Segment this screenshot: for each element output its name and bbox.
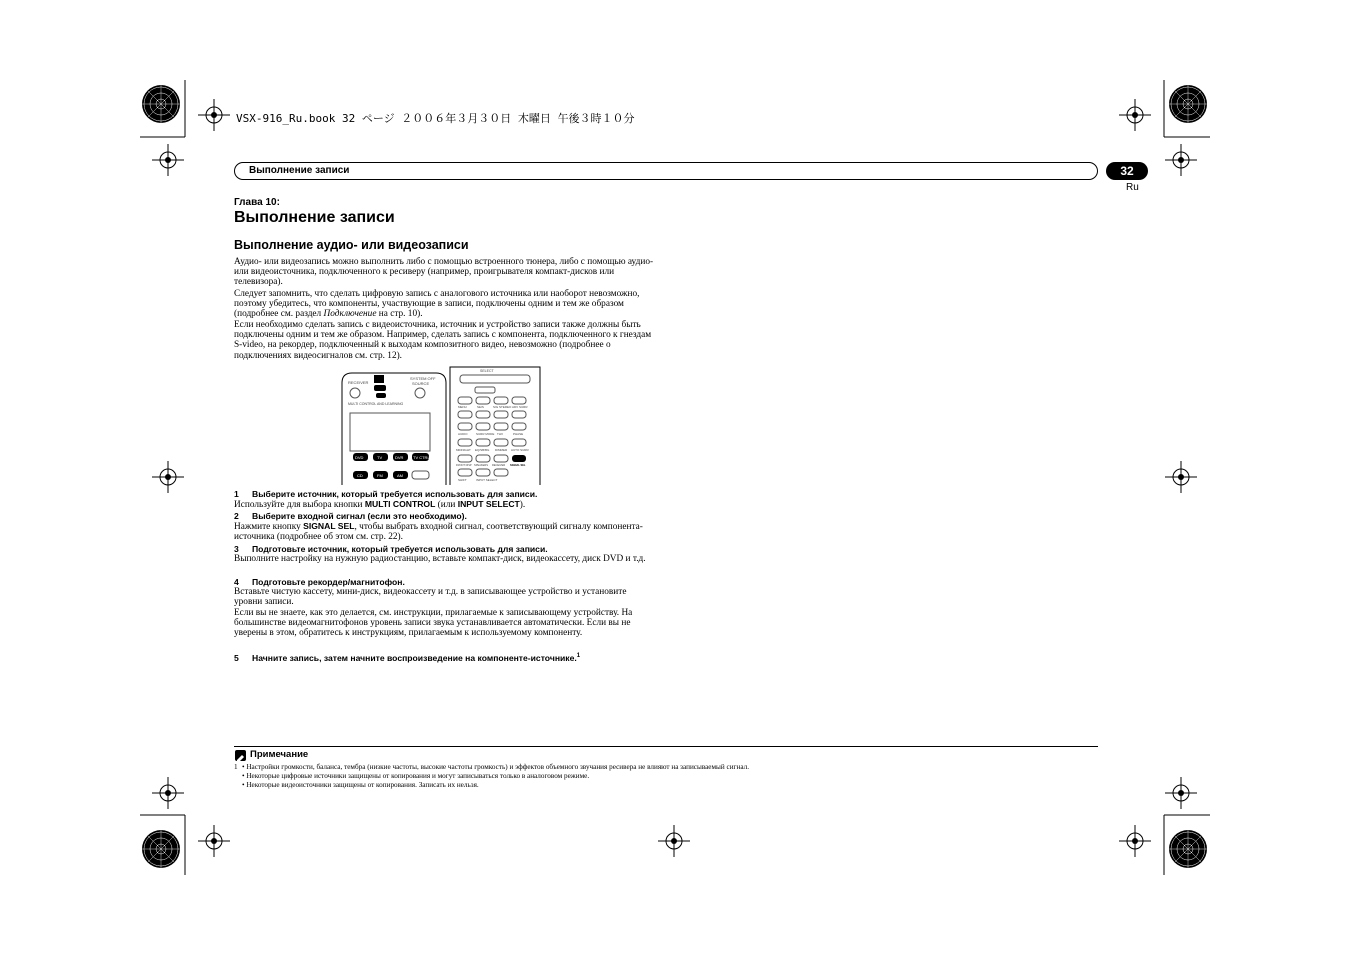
remote-button-tv-label: TV <box>377 455 383 460</box>
step-1-keyword-2: INPUT SELECT <box>457 499 520 509</box>
step-4-text-2: Если вы не знаете, как это делается, см. инструкции, прилагаемые к записывающему устройству. На большинстве видеомагнитофонов уровень записи звука устанавливается автоматически. Если вы не уверены в этом, обратитесь к инструкциям, прилагаемым к используемому компоненту. <box>234 608 633 639</box>
remote-row3-label-3: DIMMER <box>495 448 508 452</box>
step-1-text-b: (или <box>435 500 458 510</box>
step-1-text-a: Используйте для выбора кнопки <box>234 500 365 510</box>
step-3-number: 3 <box>234 544 239 554</box>
page-header-title: Выполнение записи <box>249 165 350 176</box>
remote-receiver-label: RECEIVER <box>348 380 369 385</box>
step-3-text: Выполните настройку на нужную радиостанцию, вставьте компакт-диск, видеокассету, диск DVD и т.д. <box>234 554 646 564</box>
paragraph-3: Если необходимо сделать запись с видеоисточника, источник и устройство записи также должны быть подключены одним и тем же образом. Например, сделать запись с компонента, подключенного к гнездам S-video, на рекордер, подключенный к выходам композитного видео, невозможно (подробнее о подключениях видеосигналов см. стр. 12). <box>234 320 652 361</box>
remote-row1-label-1: MENU <box>458 405 467 409</box>
note-number: 1 <box>234 763 238 771</box>
step-3-heading <box>234 544 548 554</box>
remote-multi-control-label: MULTI CONTROL AND LEARNING <box>348 402 404 406</box>
remote-button-tvctrl-label: TV CTRL <box>413 455 430 460</box>
footnote-ref: 1 <box>576 653 581 660</box>
section-title: Выполнение аудио- или видеозаписи <box>234 238 469 252</box>
step-2-title: Выберите входной сигнал (если это необходимо). <box>252 511 467 521</box>
step-4-title: Подготовьте рекордер/магнитофон. <box>252 577 405 587</box>
note-line-1: • Настройки громкости, баланса, тембра (низкие частоты, высокие частоты громкость) и эффектов объемного звучания ресивера не влияют на записываемый сигнал. <box>242 763 749 771</box>
paragraph-2-text-a: Следует запомнить, что сделать цифровую запись с аналогового источника или наоборот невозможно, поэтому убедитесь, что компоненты, участвующие в записи, подключены одним и тем же образом (подробнее см. раздел <box>234 289 640 320</box>
remote-row3-label-2: EQ/SB/BG <box>475 448 490 452</box>
remote-row2-label-4: PHASE <box>513 432 524 436</box>
step-5-number: 5 <box>234 653 239 663</box>
remote-row3-label-1: MIDNIGHT <box>456 448 471 452</box>
note-icon <box>235 750 246 761</box>
step-1-text <box>234 499 654 510</box>
remote-row4-label-2: SPEAKERS <box>474 464 488 467</box>
page-language: Ru <box>1126 182 1139 193</box>
step-4-heading <box>234 577 405 587</box>
remote-row4-label-4: SIGNAL SEL <box>510 464 526 467</box>
paragraph-1: Аудио- или видеозапись можно выполнить либо с помощью встроенного тюнера, либо с помощью аудио- или видеоисточника, подключенного к ресиверу (например, проигрывателя компакт-дисков или телевизора). <box>234 257 654 288</box>
remote-row5-label-2: INPUT SELECT <box>476 478 498 482</box>
book-info-line: VSX-916_Ru.book 32 ページ ２００６年３月３０日 木曜日 午後３時１０分 <box>236 112 635 125</box>
remote-select-label: SELECT <box>480 369 494 373</box>
step-1-keyword-1: MULTI CONTROL <box>364 499 436 509</box>
remote-button-fm-label: FM <box>377 473 383 478</box>
remote-row4-label-1: FRONT DISP <box>456 464 472 467</box>
remote-button-dvr-label: DVR <box>395 455 404 460</box>
step-4-number: 4 <box>234 577 239 587</box>
note-divider <box>234 746 1098 747</box>
note-title: Примечание <box>250 749 309 760</box>
step-3-title: Подготовьте источник, который требуется использовать для записи. <box>252 544 548 554</box>
step-2-heading <box>234 511 467 521</box>
remote-row4-label-3: RECEIVER <box>492 464 506 467</box>
remote-button-cd-label: CD <box>357 473 363 478</box>
remote-row1-label-4: ADV SURR <box>512 405 528 409</box>
step-4-text-1: Вставьте чистую кассету, мини-диск, видеокассету и т.д. в записывающее устройство и установите уровни записи. <box>234 587 627 608</box>
remote-row2-label-1: AUDIO <box>458 432 468 436</box>
remote-row2-label-2: SURR MODE <box>476 432 495 436</box>
step-5-title: Начните запись, затем начните воспроизведение на компоненте-источнике. <box>252 653 577 663</box>
step-2-text-b: , чтобы выбрать входной сигнал, соответствующий сигналу компонента-источника (подробнее об этом см. стр. 22). <box>234 522 643 543</box>
chapter-label: Глава 10: <box>234 197 280 208</box>
step-2-keyword-1: SIGNAL SEL <box>303 521 355 531</box>
step-2-text-a: Нажмите кнопку <box>234 522 304 532</box>
remote-signal-sel-button <box>512 455 526 462</box>
step-1-text-c: ). <box>519 500 526 510</box>
paragraph-2 <box>234 289 654 320</box>
remote-row3-label-4: AUTO SURR <box>511 448 529 452</box>
step-2-text <box>234 521 654 542</box>
remote-button-dvd-label: DVD <box>355 455 364 460</box>
remote-illustration <box>340 365 545 485</box>
page-number-badge: 32 <box>1106 162 1148 180</box>
remote-row1-label-2: SEIS <box>477 405 484 409</box>
reference-link: Подключение <box>323 309 377 320</box>
remote-button-am-label: AM <box>397 473 403 478</box>
remote-system-off-label: SYSTEM OFF <box>410 376 436 381</box>
step-1-heading <box>234 489 537 499</box>
paragraph-2-text-b: на стр. 10). <box>376 309 423 320</box>
step-1-title: Выберите источник, который требуется использовать для записи. <box>252 489 538 499</box>
step-5-heading <box>234 653 580 663</box>
page-header-bar <box>234 162 1098 180</box>
step-2-number: 2 <box>234 511 239 521</box>
step-1-number: 1 <box>234 489 239 499</box>
remote-row1-label-3: SIG STEREO <box>493 405 512 409</box>
note-line-2: • Некоторые цифровые источники защищены от копирования и могут записываться только в аналоговом режиме. <box>242 772 590 780</box>
chapter-title: Выполнение записи <box>234 209 395 226</box>
remote-row5-label-1: SHIFT <box>458 478 467 482</box>
remote-source-label: SOURCE <box>412 381 430 386</box>
remote-row2-label-3: THX <box>497 432 503 436</box>
note-line-3: • Некоторые видеоисточники защищены от копирования. Записать их нельзя. <box>242 781 479 789</box>
